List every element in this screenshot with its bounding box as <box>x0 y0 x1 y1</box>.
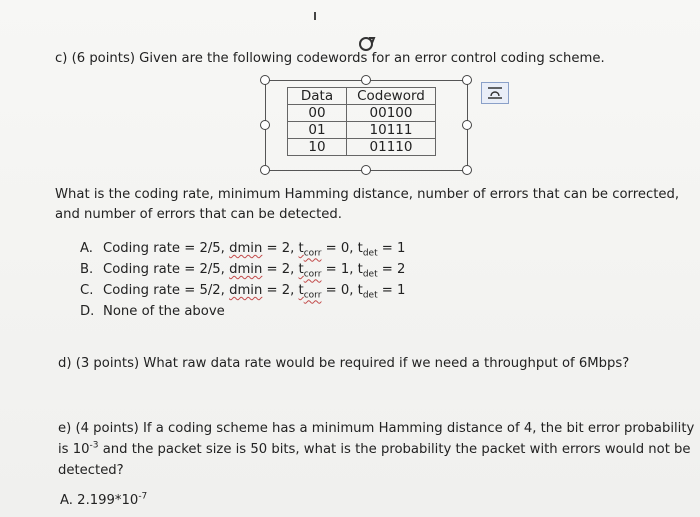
option-dmin-value: = 2, <box>262 241 299 256</box>
option-tcorr-value: = 0, <box>321 283 358 298</box>
cell-codeword: 10111 <box>347 122 436 139</box>
codeword-table <box>287 87 436 156</box>
header-data: Data <box>288 88 347 105</box>
question-c-prompt: What is the coding rate, minimum Hamming distance, number of errors that can be corrected, and number of errors that can be detected. <box>55 187 680 222</box>
question-d: d) (3 points) What raw data rate would be required if we need a throughput of 6Mbps? <box>58 356 630 371</box>
option-letter: B. <box>80 262 94 277</box>
option-t-letter: t <box>298 241 304 256</box>
option-text: None of the above <box>103 304 225 319</box>
option-dmin: dmin <box>229 283 263 298</box>
question-e-line2-post: and the packet size is 50 bits, what is the probability the packet with errors would not be <box>98 442 691 457</box>
answer-exponent: -7 <box>138 491 148 502</box>
question-c-line <box>55 50 605 68</box>
option-rate: Coding rate = 5/2, <box>103 283 225 298</box>
question-c-prefix: c) (6 points) Given are the following codewords <box>55 51 368 66</box>
option-sub-corr: corr <box>303 269 322 280</box>
question-e-exponent: -3 <box>89 440 99 451</box>
option-t-letter: t <box>357 283 363 298</box>
option-t-letter: t <box>357 262 363 277</box>
question-e-line2 <box>58 441 691 459</box>
resize-handle-right[interactable] <box>462 120 472 130</box>
rotate-icon[interactable] <box>356 35 378 55</box>
option-sub-det: det <box>362 269 378 280</box>
cell-codeword: 01110 <box>347 139 436 156</box>
option-sub-corr: corr <box>303 290 322 301</box>
cell-data: 01 <box>288 122 347 139</box>
question-e-line3: detected? <box>58 463 124 478</box>
table-row <box>288 105 436 122</box>
question-e-answer <box>60 492 147 510</box>
option-dmin-value: = 2, <box>262 262 299 277</box>
header-codeword: Codeword <box>347 88 436 105</box>
table-header-row <box>288 88 436 105</box>
resize-handle-top-right[interactable] <box>462 75 472 85</box>
option-letter: C. <box>80 283 94 298</box>
option-a[interactable] <box>80 240 405 258</box>
option-dmin: dmin <box>229 241 263 256</box>
option-tdet-value: = 2 <box>377 262 406 277</box>
resize-handle-left[interactable] <box>260 120 270 130</box>
option-t-letter: t <box>357 241 363 256</box>
option-t-letter: t <box>298 262 304 277</box>
resize-handle-bottom[interactable] <box>361 165 371 175</box>
option-dmin: dmin <box>229 262 263 277</box>
stray-mark <box>314 12 316 20</box>
option-tcorr-value: = 0, <box>321 241 358 256</box>
resize-handle-bottom-right[interactable] <box>462 165 472 175</box>
option-tcorr-value: = 1, <box>321 262 358 277</box>
option-tdet-value: = 1 <box>377 241 406 256</box>
option-sub-det: det <box>362 290 378 301</box>
layout-options-icon[interactable] <box>481 82 509 104</box>
table-row <box>288 139 436 156</box>
question-e-line2-pre: is 10 <box>58 442 90 457</box>
option-rate: Coding rate = 2/5, <box>103 262 225 277</box>
question-e-line1: e) (4 points) If a coding scheme has a minimum Hamming distance of 4, the bit error probability <box>58 421 695 436</box>
option-c[interactable] <box>80 282 405 300</box>
option-letter: D. <box>80 304 95 319</box>
cell-codeword: 00100 <box>347 105 436 122</box>
cell-data: 10 <box>288 139 347 156</box>
option-sub-corr: corr <box>303 248 322 259</box>
option-dmin-value: = 2, <box>262 283 299 298</box>
resize-handle-top-left[interactable] <box>260 75 270 85</box>
option-rate: Coding rate = 2/5, <box>103 241 225 256</box>
table-row <box>288 122 436 139</box>
option-t-letter: t <box>298 283 304 298</box>
resize-handle-bottom-left[interactable] <box>260 165 270 175</box>
answer-text: A. 2.199*10 <box>60 493 139 508</box>
option-b[interactable] <box>80 261 405 279</box>
option-sub-det: det <box>362 248 378 259</box>
option-tdet-value: = 1 <box>377 283 406 298</box>
option-letter: A. <box>80 241 93 256</box>
question-c-suffix: for an error control coding scheme. <box>371 51 605 66</box>
option-d[interactable] <box>80 303 225 321</box>
cell-data: 00 <box>288 105 347 122</box>
resize-handle-top[interactable] <box>361 75 371 85</box>
